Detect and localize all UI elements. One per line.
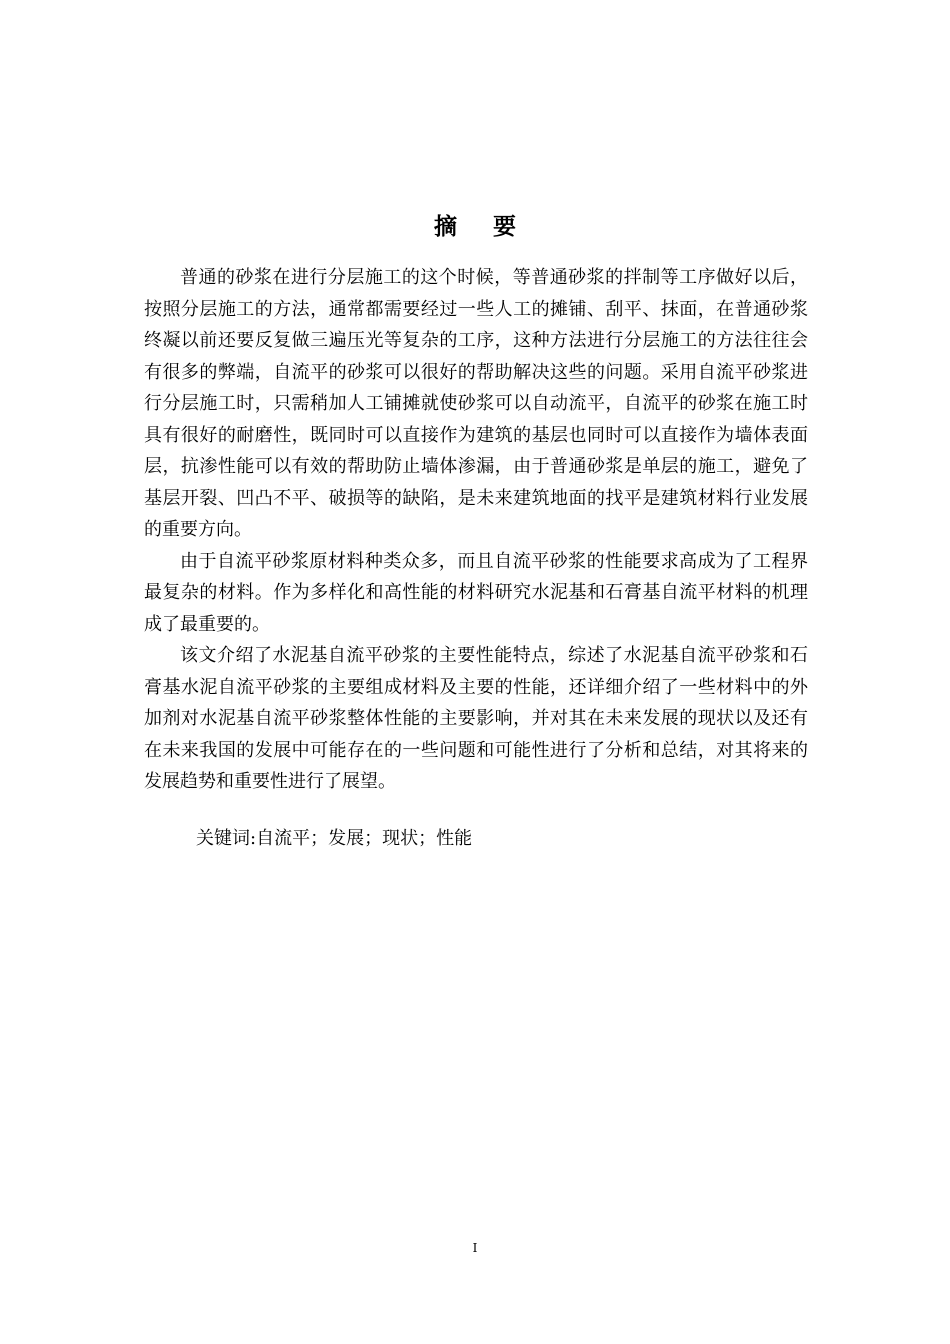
keywords-line: 关键词:自流平；发展；现状；性能 [196,828,473,849]
page-title: 摘 要 [433,214,530,240]
abstract-paragraph-2: 由于自流平砂浆原材料种类众多，而且自流平砂浆的性能要求高成为了工程界最复杂的材料。作为多样化和高性能的材料研究水泥基和石膏基自流平材料的机理成了最重要的。 [144,550,808,635]
abstract-paragraph-3: 该文介绍了水泥基自流平砂浆的主要性能特点，综述了水泥基自流平砂浆和石膏基水泥自流平砂浆的主要组成材料及主要的性能，还详细介绍了一些材料中的外加剂对水泥基自流平砂浆整体性能的主要影响，并对其在未来发展的现状以及还有在未来我国的发展中可能存在的一些问题和可能性进行了分析和总结，对其将来的发展趋势和重要性进行了展望。 [144,645,808,792]
abstract-paragraph-1: 普通的砂浆在进行分层施工的这个时候，等普通砂浆的拌制等工序做好以后，按照分层施工的方法，通常都需要经过一些人工的摊铺、刮平、抹面，在普通砂浆终凝以前还要反复做三遍压光等复杂的工序，这种方法进行分层施工的方法往往会有很多的弊端，自流平的砂浆可以很好的帮助解决这些的问题。采用自流平砂浆进行分层施工时，只需稍加人工铺摊就使砂浆可以自动流平，自流平的砂浆在施工时具有很好的耐磨性，既同时可以直接作为建筑的基层也同时可以直接作为墙体表面层，抗渗性能可以有效的帮助防止墙体渗漏，由于普通砂浆是单层的施工，避免了基层开裂、凹凸不平、破损等的缺陷，是未来建筑地面的找平是建筑材料行业发展的重要方向。 [144,267,808,540]
page-number: I [472,1241,478,1255]
abstract-body [144,262,808,798]
